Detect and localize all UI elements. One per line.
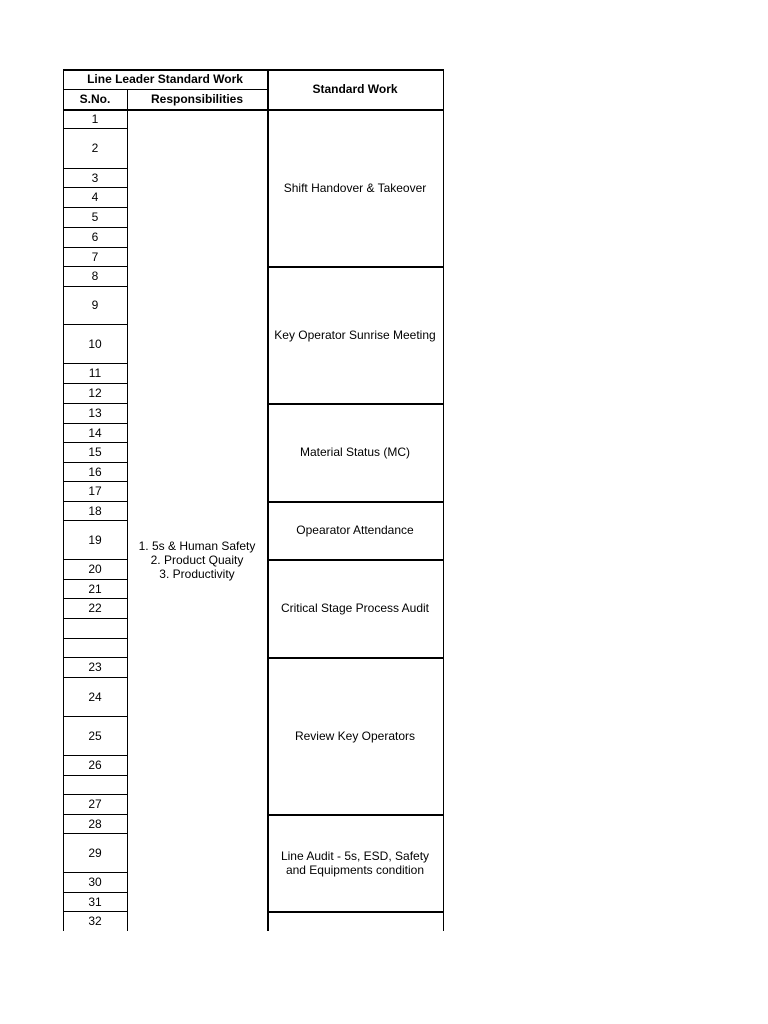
row-divider <box>63 677 127 678</box>
sno-cell: 11 <box>88 366 102 380</box>
row-divider <box>63 794 127 795</box>
standard-work-item <box>267 911 443 931</box>
sno-cell <box>63 618 127 638</box>
group-divider <box>267 403 443 405</box>
header-mid-line <box>63 89 267 90</box>
left-border <box>63 69 64 931</box>
standard-work-item: Line Audit - 5s, ESD, Safety and Equipments condition <box>280 848 430 877</box>
row-divider <box>63 481 127 482</box>
sno-column-divider <box>127 89 128 931</box>
standard-work-left-divider <box>267 69 269 931</box>
sno-cell: 1 <box>91 112 99 126</box>
row-divider <box>63 383 127 384</box>
row-divider <box>63 755 127 756</box>
standard-work-item: Material Status (MC) <box>299 445 411 459</box>
sno-cell <box>63 775 127 794</box>
standard-work-item: Key Operator Sunrise Meeting <box>274 327 436 342</box>
standard-work-item: Opearator Attendance <box>296 523 414 537</box>
sno-cell: 8 <box>91 269 99 283</box>
sno-cell: 17 <box>88 484 102 498</box>
row-divider <box>63 423 127 424</box>
row-divider <box>63 775 127 776</box>
sno-cell: 18 <box>88 503 102 518</box>
row-divider <box>63 833 127 834</box>
sno-cell: 20 <box>88 562 102 576</box>
top-border <box>63 69 444 71</box>
sno-cell: 19 <box>88 532 102 547</box>
sno-cell: 29 <box>88 845 102 860</box>
sno-cell: 4 <box>91 190 99 204</box>
sno-cell <box>63 638 127 657</box>
sno-cell: 27 <box>88 797 102 811</box>
row-divider <box>63 462 127 463</box>
row-divider <box>63 324 127 325</box>
sno-cell: 14 <box>88 425 102 440</box>
table-title: Line Leader Standard Work <box>87 72 243 86</box>
sno-cell: 24 <box>88 689 102 704</box>
row-divider <box>63 559 127 560</box>
row-divider <box>63 128 127 129</box>
row-divider <box>63 872 127 873</box>
row-divider <box>63 187 127 188</box>
row-divider <box>63 442 127 443</box>
sno-cell: 30 <box>88 875 102 889</box>
right-border <box>443 69 444 931</box>
sno-cell: 21 <box>88 581 102 596</box>
sno-cell: 26 <box>88 758 102 772</box>
sno-cell: 32 <box>88 914 102 928</box>
sno-cell: 12 <box>88 386 102 400</box>
sno-cell: 25 <box>88 728 102 743</box>
standard-work-header: Standard Work <box>312 82 398 96</box>
row-divider <box>63 657 127 658</box>
standard-work-item: Review Key Operators <box>294 728 416 743</box>
group-divider <box>267 266 443 268</box>
row-divider <box>63 286 127 287</box>
row-divider <box>63 363 127 364</box>
sno-cell: 10 <box>88 336 102 351</box>
sno-cell: 3 <box>91 170 99 185</box>
row-divider <box>63 266 127 267</box>
row-divider <box>63 618 127 619</box>
sno-cell: 13 <box>88 406 102 420</box>
row-divider <box>63 207 127 208</box>
sno-cell: 2 <box>91 141 99 155</box>
row-divider <box>63 638 127 639</box>
row-divider <box>63 814 127 815</box>
row-divider <box>63 168 127 169</box>
group-divider <box>267 657 443 659</box>
row-divider <box>63 892 127 893</box>
sno-header: S.No. <box>79 92 111 106</box>
sno-cell: 16 <box>88 464 102 479</box>
responsibilities-text: 1. 5s & Human Safety 2. Product Quaity 3. Productivity <box>138 538 256 581</box>
group-divider <box>267 814 443 816</box>
row-divider <box>63 911 127 912</box>
row-divider <box>63 598 127 599</box>
sno-cell: 15 <box>88 445 102 459</box>
responsibilities-header: Responsibilities <box>150 92 244 106</box>
row-divider <box>63 403 127 404</box>
row-divider <box>63 520 127 521</box>
group-divider <box>267 501 443 503</box>
group-divider <box>267 911 443 913</box>
row-divider <box>63 716 127 717</box>
sno-cell: 5 <box>91 210 99 224</box>
standard-work-item: Critical Stage Process Audit <box>280 601 430 615</box>
sno-cell: 22 <box>88 601 102 615</box>
sno-cell: 31 <box>88 894 102 909</box>
row-divider <box>63 247 127 248</box>
sno-cell: 28 <box>88 816 102 831</box>
header-bottom-line <box>63 109 444 111</box>
sno-cell: 23 <box>88 660 102 674</box>
sno-cell: 7 <box>91 249 99 264</box>
sno-cell: 6 <box>91 230 99 244</box>
row-divider <box>63 501 127 502</box>
group-divider <box>267 559 443 561</box>
row-divider <box>63 227 127 228</box>
sno-cell: 9 <box>91 298 99 312</box>
standard-work-item: Shift Handover & Takeover <box>283 181 427 195</box>
row-divider <box>63 579 127 580</box>
